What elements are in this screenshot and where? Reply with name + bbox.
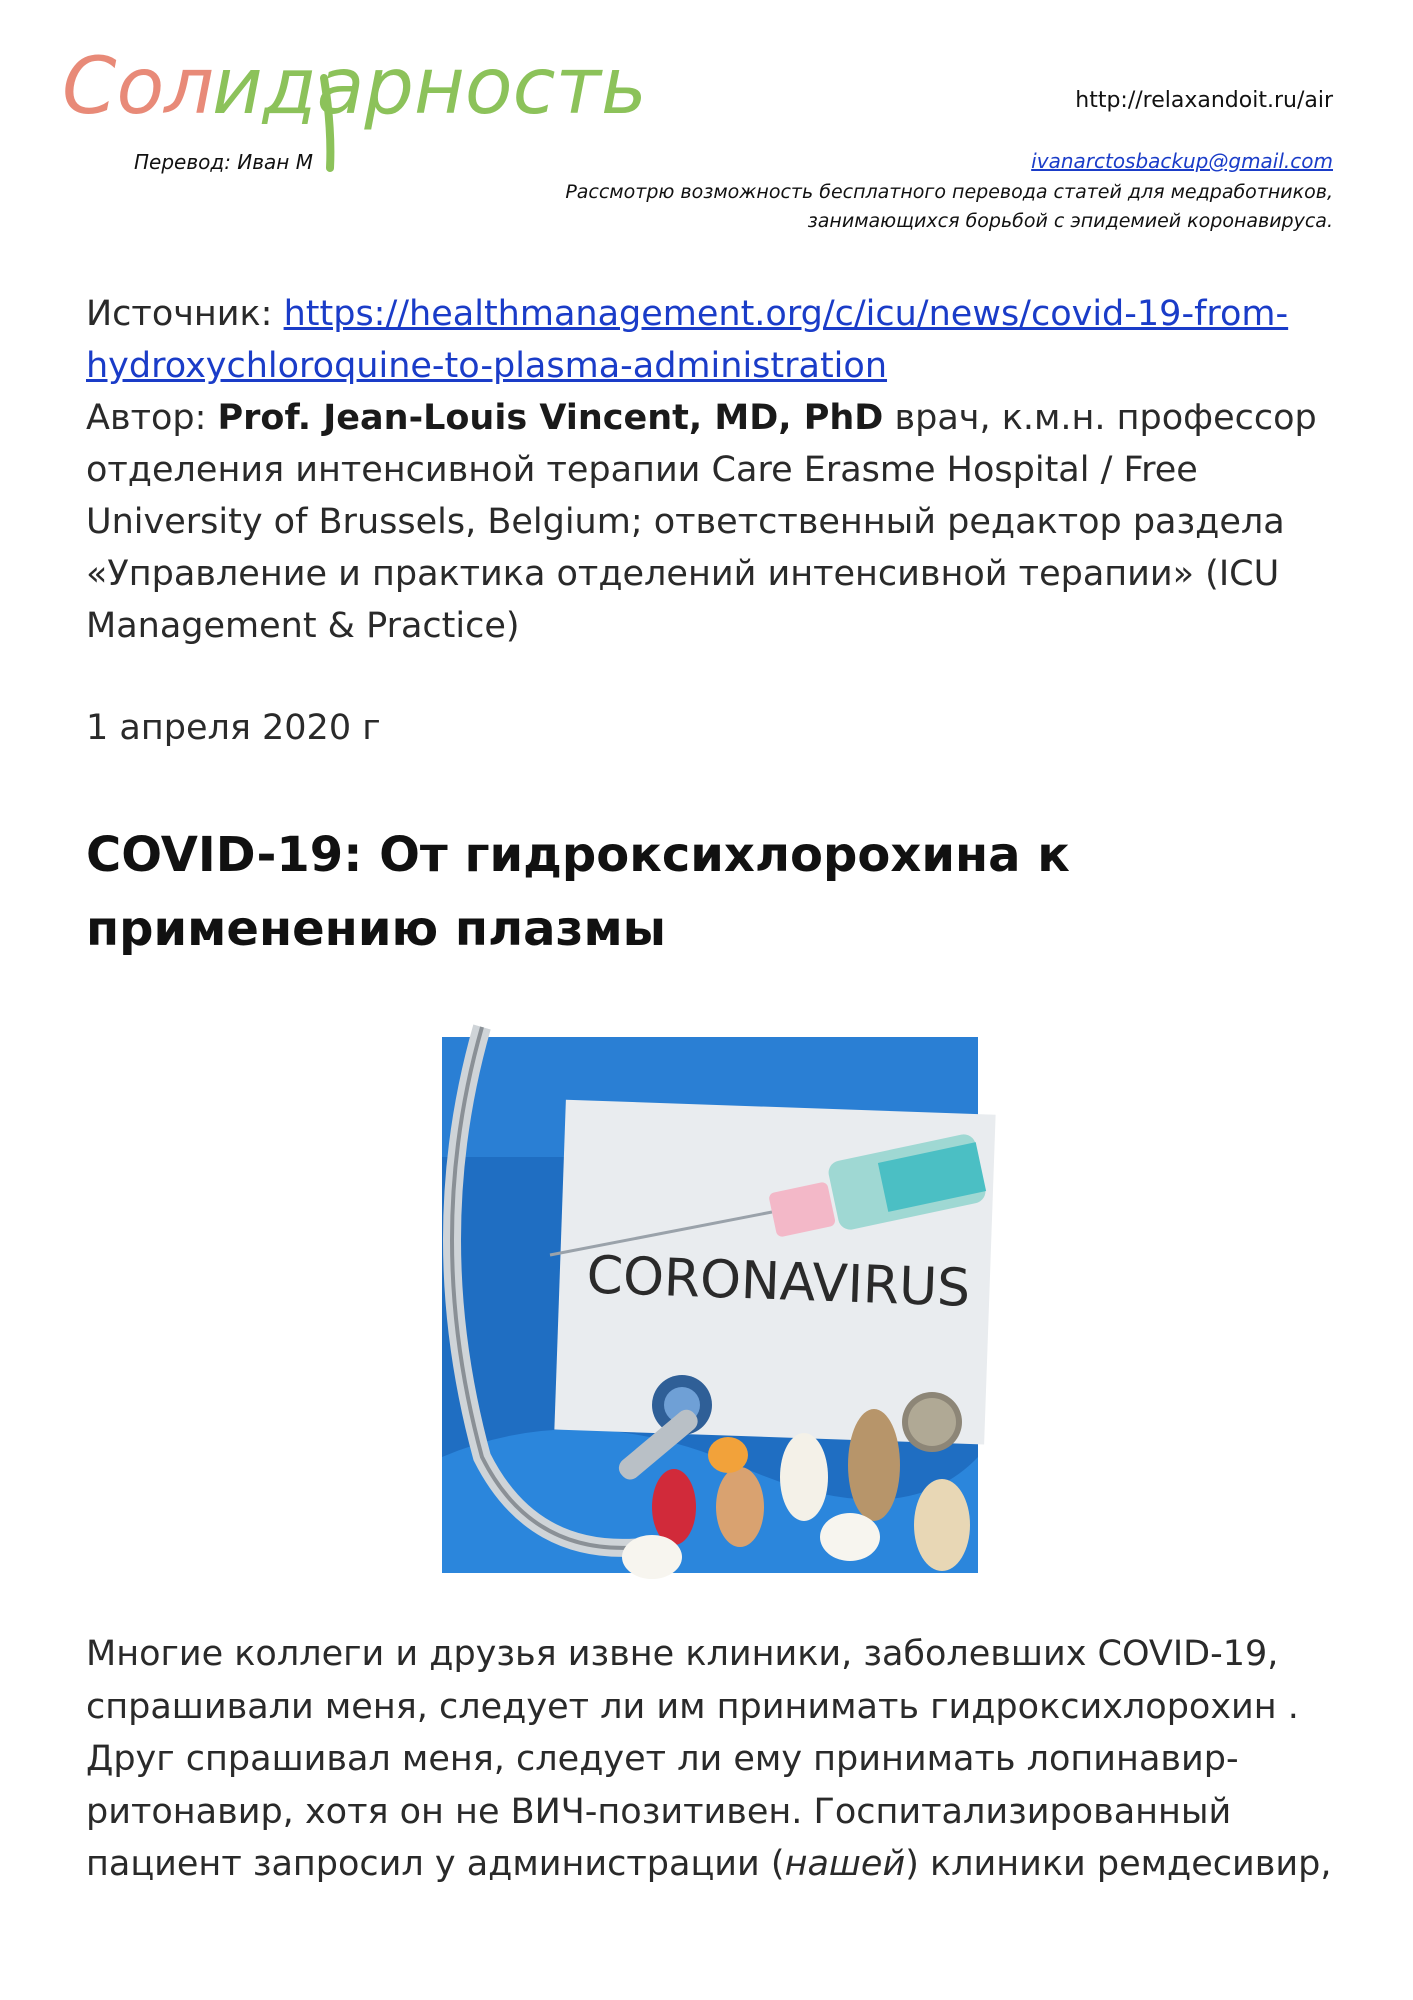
coronavirus-photo <box>442 1037 978 1573</box>
note-line-1: Рассмотрю возможность бесплатного перевода статей для медработников, <box>565 181 1333 203</box>
contact-email-link[interactable]: ivanarctosbackup@gmail.com <box>1031 149 1333 173</box>
logo-text-part-1: Сол <box>62 42 215 132</box>
source-url-line-2: hydroxychloroquine-to-plasma-administration <box>86 346 888 386</box>
body-paragraph-italic: нашей <box>784 1844 906 1884</box>
site-url[interactable]: http://relaxandoit.ru/air <box>1075 88 1333 113</box>
translator-credit: Перевод: Иван М <box>134 150 313 174</box>
source-block <box>86 288 1336 652</box>
author-name: Prof. Jean-Louis Vincent, MD, PhD <box>217 398 884 438</box>
source-label: Источник: <box>86 294 284 334</box>
logo-text-part-2: идарность <box>212 42 647 132</box>
photo-label: CORONAVIRUS <box>585 1245 972 1319</box>
body-paragraph-text-2: ) клиники ремдесивир, <box>905 1844 1332 1884</box>
author-label: Автор: <box>86 398 218 438</box>
author-description: врач, к.м.н. профессор отделения интенсивной терапии Care Erasme Hospital / Free University of Brussels, Belgium; ответственный редактор раздела «Управление и практика отделений интенсивной терапии» (ICU Management & Practice) <box>86 398 1317 646</box>
source-url-line-1: https://healthmanagement.org/c/icu/news/covid-19-from- <box>283 294 1289 334</box>
article-title: COVID-19: От гидроксихлорохина к применению плазмы <box>86 827 1070 957</box>
translation-offer-note <box>565 178 1333 236</box>
note-line-2: занимающихся борьбой с эпидемией коронавируса. <box>807 210 1333 232</box>
publication-date: 1 апреля 2020 г <box>86 708 381 748</box>
body-paragraph-text-1: Многие коллеги и друзья извне клиники, заболевших COVID-19, спрашивали меня, следует ли им принимать гидроксихлорохин . Друг спрашивал меня, следует ли ему принимать лопинавир-ритонавир, хотя он не ВИЧ-позитивен. Госпитализированный пациент запросил у администрации ( <box>86 1634 1299 1884</box>
body-paragraph <box>86 1628 1346 1891</box>
